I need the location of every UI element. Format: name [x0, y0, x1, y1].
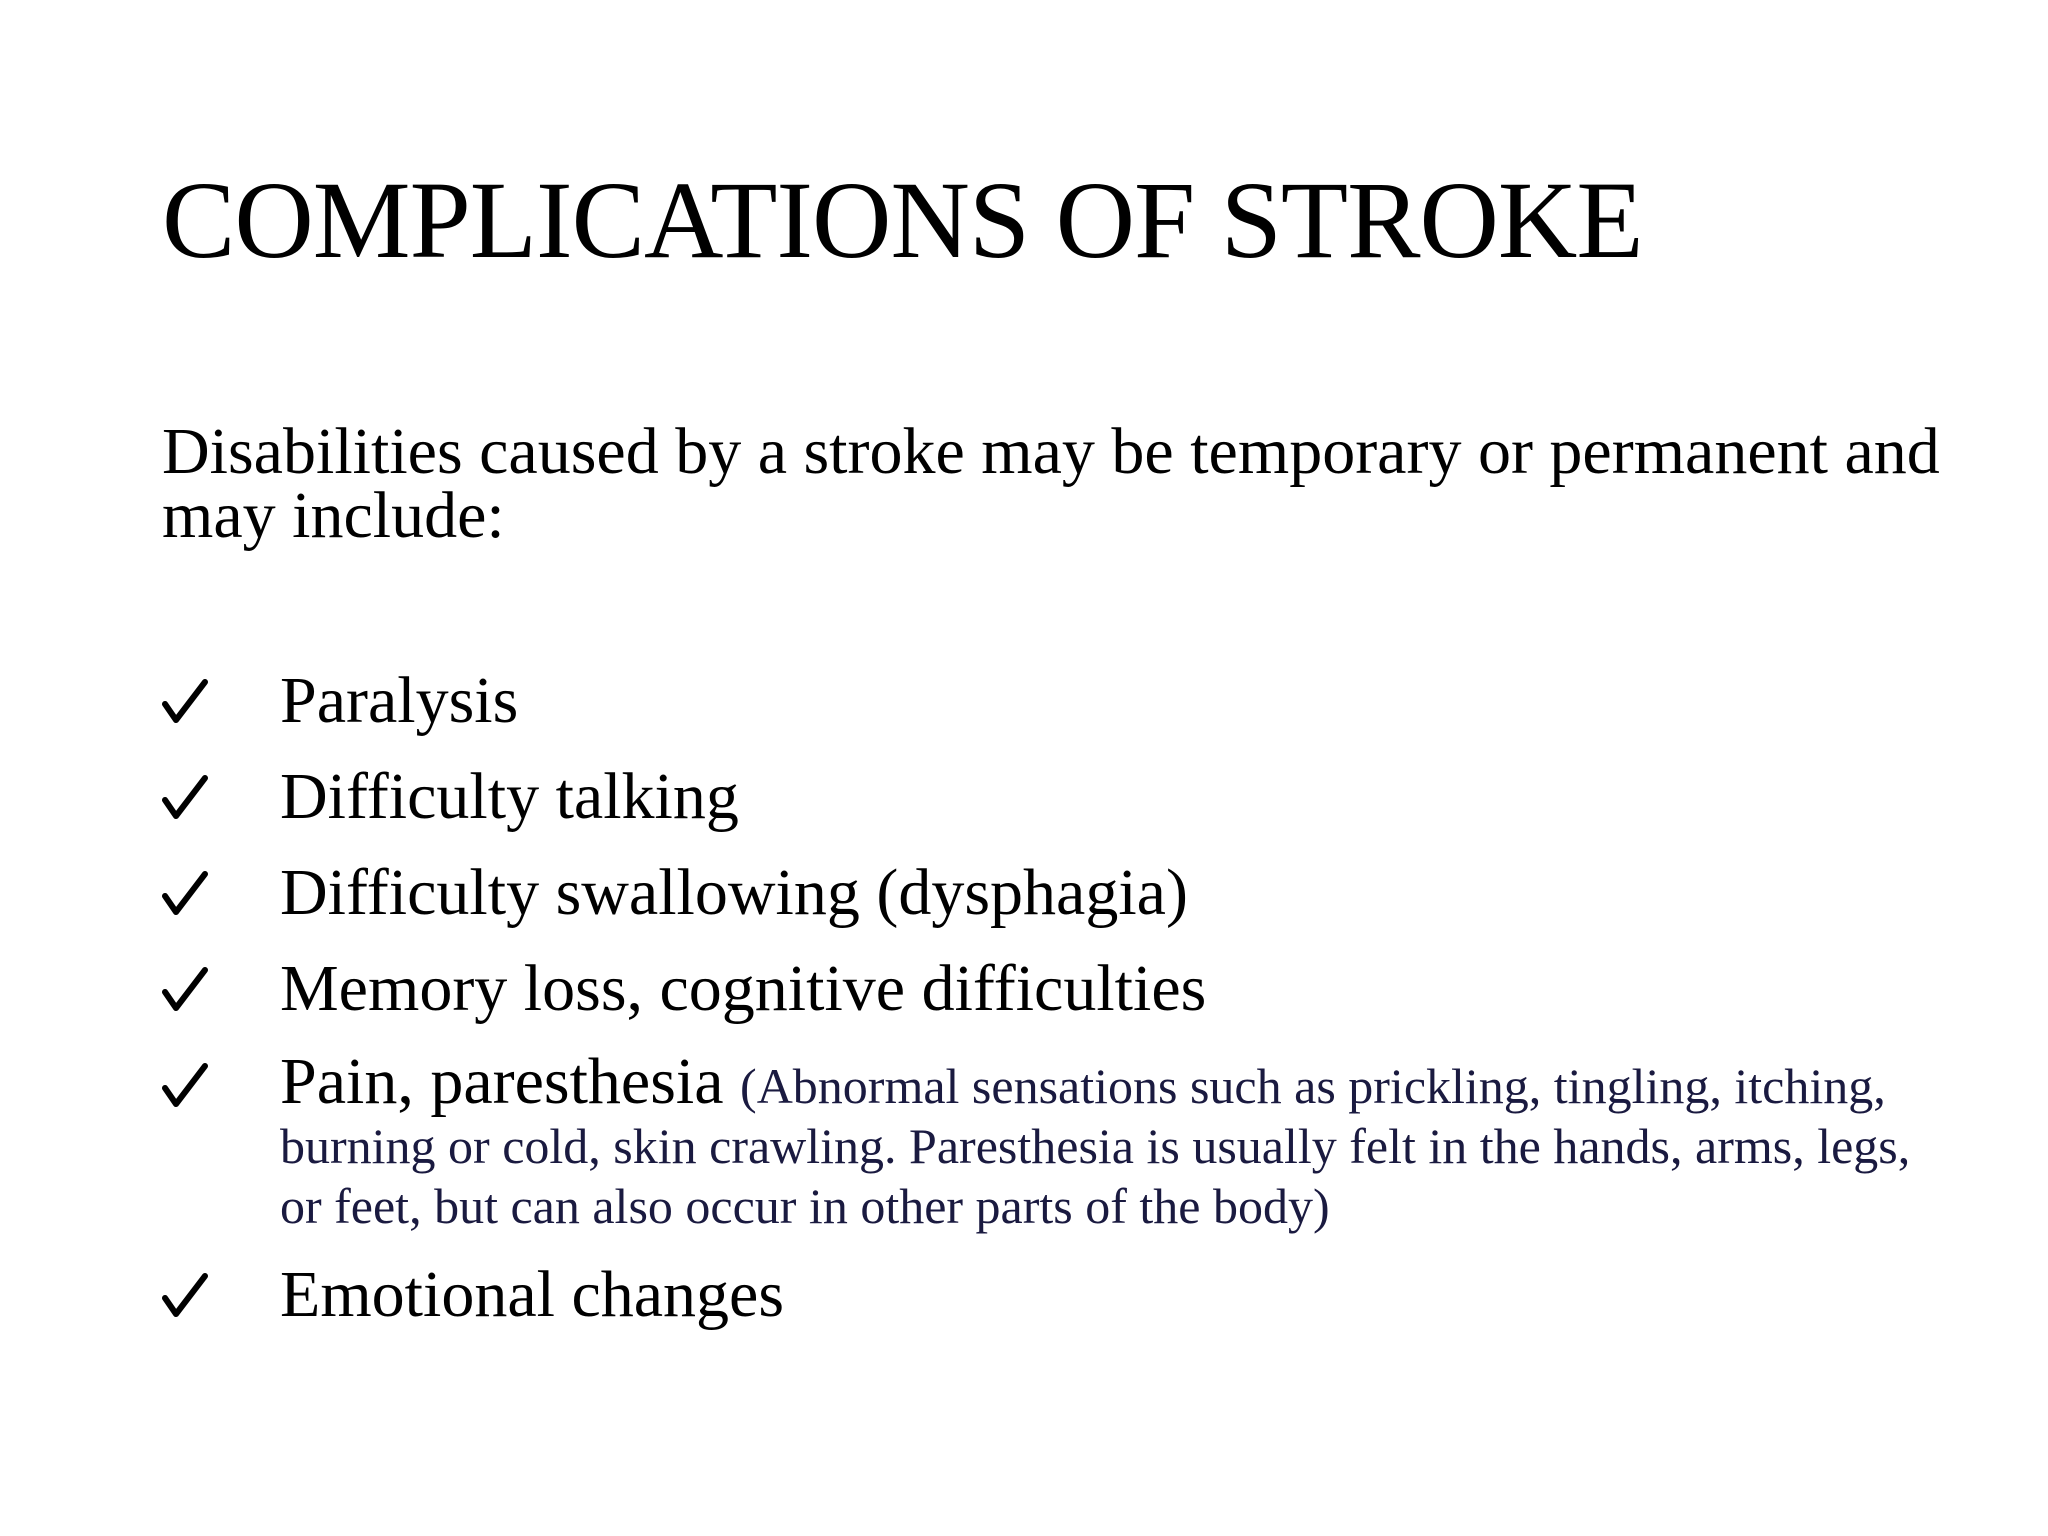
- checkmark-icon: [162, 676, 208, 726]
- list-item: [162, 1045, 1922, 1234]
- list-item: [162, 856, 1922, 929]
- list-item-label: Difficulty swallowing (dysphagia): [280, 856, 1188, 929]
- list-item: [162, 1258, 1922, 1331]
- checkmark-icon: [162, 1270, 208, 1320]
- list-item: [162, 664, 1922, 737]
- intro-text: Disabilities caused by a stroke may be temporary or permanent and may include:: [162, 415, 1940, 552]
- list-item: [162, 760, 1922, 833]
- list-item-label: Pain, paresthesia: [280, 1045, 724, 1118]
- list-item-label: Difficulty talking: [280, 760, 739, 833]
- list-item-label: Memory loss, cognitive difficulties: [280, 952, 1207, 1025]
- list-item-note: (Abnormal sensations such as prickling, tingling, itching, burning or cold, skin crawling. Paresthesia is usually felt in the hands, arms, legs, or feet, but can also occur in other parts of the body): [280, 1058, 1911, 1234]
- list-item-label: Emotional changes: [280, 1258, 785, 1331]
- checkmark-icon: [162, 964, 208, 1014]
- slide-title: COMPLICATIONS OF STROKE: [162, 159, 1643, 281]
- checkmark-icon: [162, 1060, 208, 1110]
- checkmark-icon: [162, 868, 208, 918]
- complications-list: [162, 664, 1922, 1331]
- list-item-label: Paralysis: [280, 664, 519, 737]
- checkmark-icon: [162, 772, 208, 822]
- list-item: [162, 952, 1922, 1025]
